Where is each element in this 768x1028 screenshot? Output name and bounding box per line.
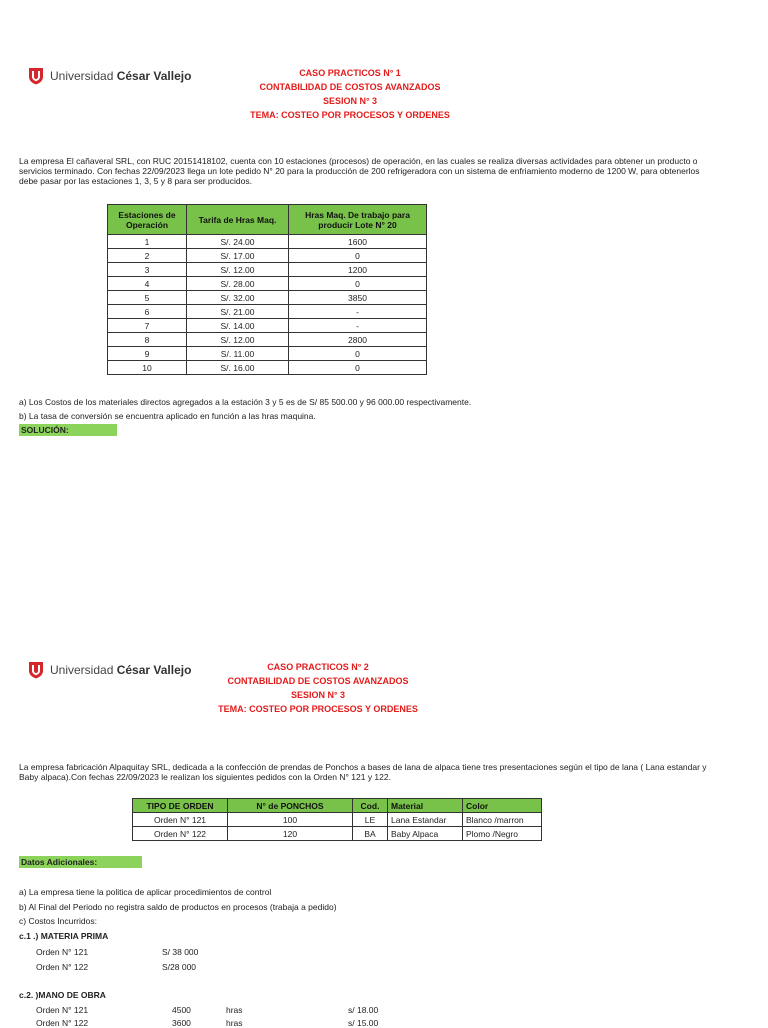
code-cell: BA: [353, 827, 388, 841]
hours-cell: -: [289, 305, 427, 319]
col-header-hours: Hras Maq. De trabajo para producir Lote N° 20: [289, 205, 427, 235]
university-logo-2: [28, 661, 191, 679]
case2-item-a: a) La empresa tiene la politica de aplicar procedimientos de control: [19, 887, 272, 897]
station-cell: 4: [108, 277, 187, 291]
station-cell: 3: [108, 263, 187, 277]
rate-cell: S/. 28.00: [187, 277, 289, 291]
hours-cell: 0: [289, 347, 427, 361]
mo-order-121-hours: 4500: [172, 1005, 191, 1015]
table-row: [108, 277, 427, 291]
university-logo: [28, 67, 191, 85]
hours-cell: 1200: [289, 263, 427, 277]
mp-order-121-value: S/ 38 000: [162, 947, 199, 957]
case1-intro: La empresa El cañaveral SRL, con RUC 20151418102, cuenta con 10 estaciones (procesos) de operación, en las cuales se realiza diversas actividades para obtener un producto o servicios terminado. Con fechas 22/09/2023 llega un lote pedido N° 20 para la producción de 200 refrigeradora con un sistema de enfriamiento moderno de 1200 W, para obtenerlos debe pasar por las estaciones 1, 3, 5 y 8 para ser producidos.: [19, 156, 700, 186]
mano-de-obra-heading: c.2. )MANO DE OBRA: [19, 990, 106, 1000]
rate-cell: S/. 24.00: [187, 235, 289, 249]
order-cell: Orden N° 122: [133, 827, 228, 841]
table-row: [108, 249, 427, 263]
col-header-color: Color: [463, 799, 542, 813]
case2-extra-heading: Datos Adicionales:: [19, 856, 142, 868]
mp-order-122-value: S/28 000: [162, 962, 197, 972]
university-shield-icon: [28, 661, 44, 679]
table-row: [108, 235, 427, 249]
rate-cell: S/. 17.00: [187, 249, 289, 263]
col-header-order: TIPO DE ORDEN: [133, 799, 228, 813]
mo-order-122-hours: 3600: [172, 1018, 191, 1028]
quantity-cell: 120: [228, 827, 353, 841]
station-cell: 6: [108, 305, 187, 319]
hours-cell: 0: [289, 249, 427, 263]
quantity-cell: 100: [228, 813, 353, 827]
station-cell: 9: [108, 347, 187, 361]
case1-stations-table: [107, 204, 427, 375]
mp-order-122-label: Orden N° 122: [36, 962, 89, 972]
col-header-material: Material: [388, 799, 463, 813]
material-cell: Baby Alpaca: [388, 827, 463, 841]
case2-item-c: c) Costos Incurridos:: [19, 916, 97, 926]
hours-cell: 2800: [289, 333, 427, 347]
university-shield-icon: [28, 67, 44, 85]
case2-orders-table: [132, 798, 542, 841]
case2-title: CASO PRACTICOS N° 2: [267, 662, 369, 672]
case1-title-block: [200, 66, 500, 122]
case1-note-b: b) La tasa de conversión se encuentra aplicado en función a las hras maquina.: [19, 411, 316, 421]
case1-topic: TEMA: COSTEO POR PROCESOS Y ORDENES: [250, 110, 450, 120]
station-cell: 7: [108, 319, 187, 333]
material-cell: Lana Estandar: [388, 813, 463, 827]
mo-order-122-label: Orden N° 122: [36, 1018, 89, 1028]
rate-cell: S/. 16.00: [187, 361, 289, 375]
col-header-code: Cod.: [353, 799, 388, 813]
mo-order-122-unit: hras: [226, 1018, 243, 1028]
table-row: [108, 347, 427, 361]
mo-order-121-unit: hras: [226, 1005, 243, 1015]
station-cell: 2: [108, 249, 187, 263]
hours-cell: 3850: [289, 291, 427, 305]
col-header-quantity: N° de PONCHOS: [228, 799, 353, 813]
table-row: [108, 361, 427, 375]
table-row: [108, 305, 427, 319]
table-row: [133, 813, 542, 827]
mo-order-121-rate: s/ 18.00: [348, 1005, 379, 1015]
rate-cell: S/. 21.00: [187, 305, 289, 319]
table-row: [108, 333, 427, 347]
station-cell: 1: [108, 235, 187, 249]
case1-solution-label: SOLUCIÓN:: [19, 424, 117, 436]
color-cell: Blanco /marron: [463, 813, 542, 827]
university-name-2: Universidad César Vallejo: [50, 663, 192, 677]
case1-note-a: a) Los Costos de los materiales directos agregados a la estación 3 y 5 es de S/ 85 500.00 y 96 000.00 respectivamente.: [19, 397, 472, 407]
station-cell: 5: [108, 291, 187, 305]
university-name: Universidad César Vallejo: [50, 69, 192, 83]
station-cell: 10: [108, 361, 187, 375]
case2-course: CONTABILIDAD DE COSTOS AVANZADOS: [227, 676, 409, 686]
materia-prima-heading: c.1 .) MATERIA PRIMA: [19, 931, 109, 941]
case2-topic: TEMA: COSTEO POR PROCESOS Y ORDENES: [218, 704, 418, 714]
case2-title-block: [168, 660, 468, 716]
mo-order-122-rate: s/ 15.00: [348, 1018, 379, 1028]
code-cell: LE: [353, 813, 388, 827]
hours-cell: 0: [289, 277, 427, 291]
case1-session: SESION N° 3: [322, 96, 378, 106]
rate-cell: S/. 12.00: [187, 263, 289, 277]
table-row: [133, 827, 542, 841]
hours-cell: 0: [289, 361, 427, 375]
table-row: [108, 319, 427, 333]
station-cell: 8: [108, 333, 187, 347]
case2-intro: La empresa fabricación Alpaquitay SRL, dedicada a la confección de prendas de Ponchos a bases de lana de alpaca tiene tres presentaciones según el tipo de lana ( Lana estandar y Baby alpaca).Con fechas 22/09/2023 le realizan los siguientes pedidos con la Orden N° 121 y 122.: [19, 762, 707, 782]
rate-cell: S/. 11.00: [187, 347, 289, 361]
color-cell: Plomo /Negro: [463, 827, 542, 841]
mp-order-121-label: Orden N° 121: [36, 947, 89, 957]
case2-item-b: b) Al Final del Periodo no registra saldo de productos en procesos (trabaja a pedido): [19, 902, 337, 912]
case2-session: SESION N° 3: [290, 690, 346, 700]
case1-course: CONTABILIDAD DE COSTOS AVANZADOS: [259, 82, 441, 92]
rate-cell: S/. 14.00: [187, 319, 289, 333]
col-header-station: Estaciones de Operación: [108, 205, 187, 235]
order-cell: Orden N° 121: [133, 813, 228, 827]
col-header-rate: Tarifa de Hras Maq.: [187, 205, 289, 235]
rate-cell: S/. 32.00: [187, 291, 289, 305]
case1-title: CASO PRACTICOS N° 1: [299, 68, 401, 78]
table-row: [108, 263, 427, 277]
hours-cell: 1600: [289, 235, 427, 249]
mo-order-121-label: Orden N° 121: [36, 1005, 89, 1015]
rate-cell: S/. 12.00: [187, 333, 289, 347]
hours-cell: -: [289, 319, 427, 333]
table-row: [108, 291, 427, 305]
